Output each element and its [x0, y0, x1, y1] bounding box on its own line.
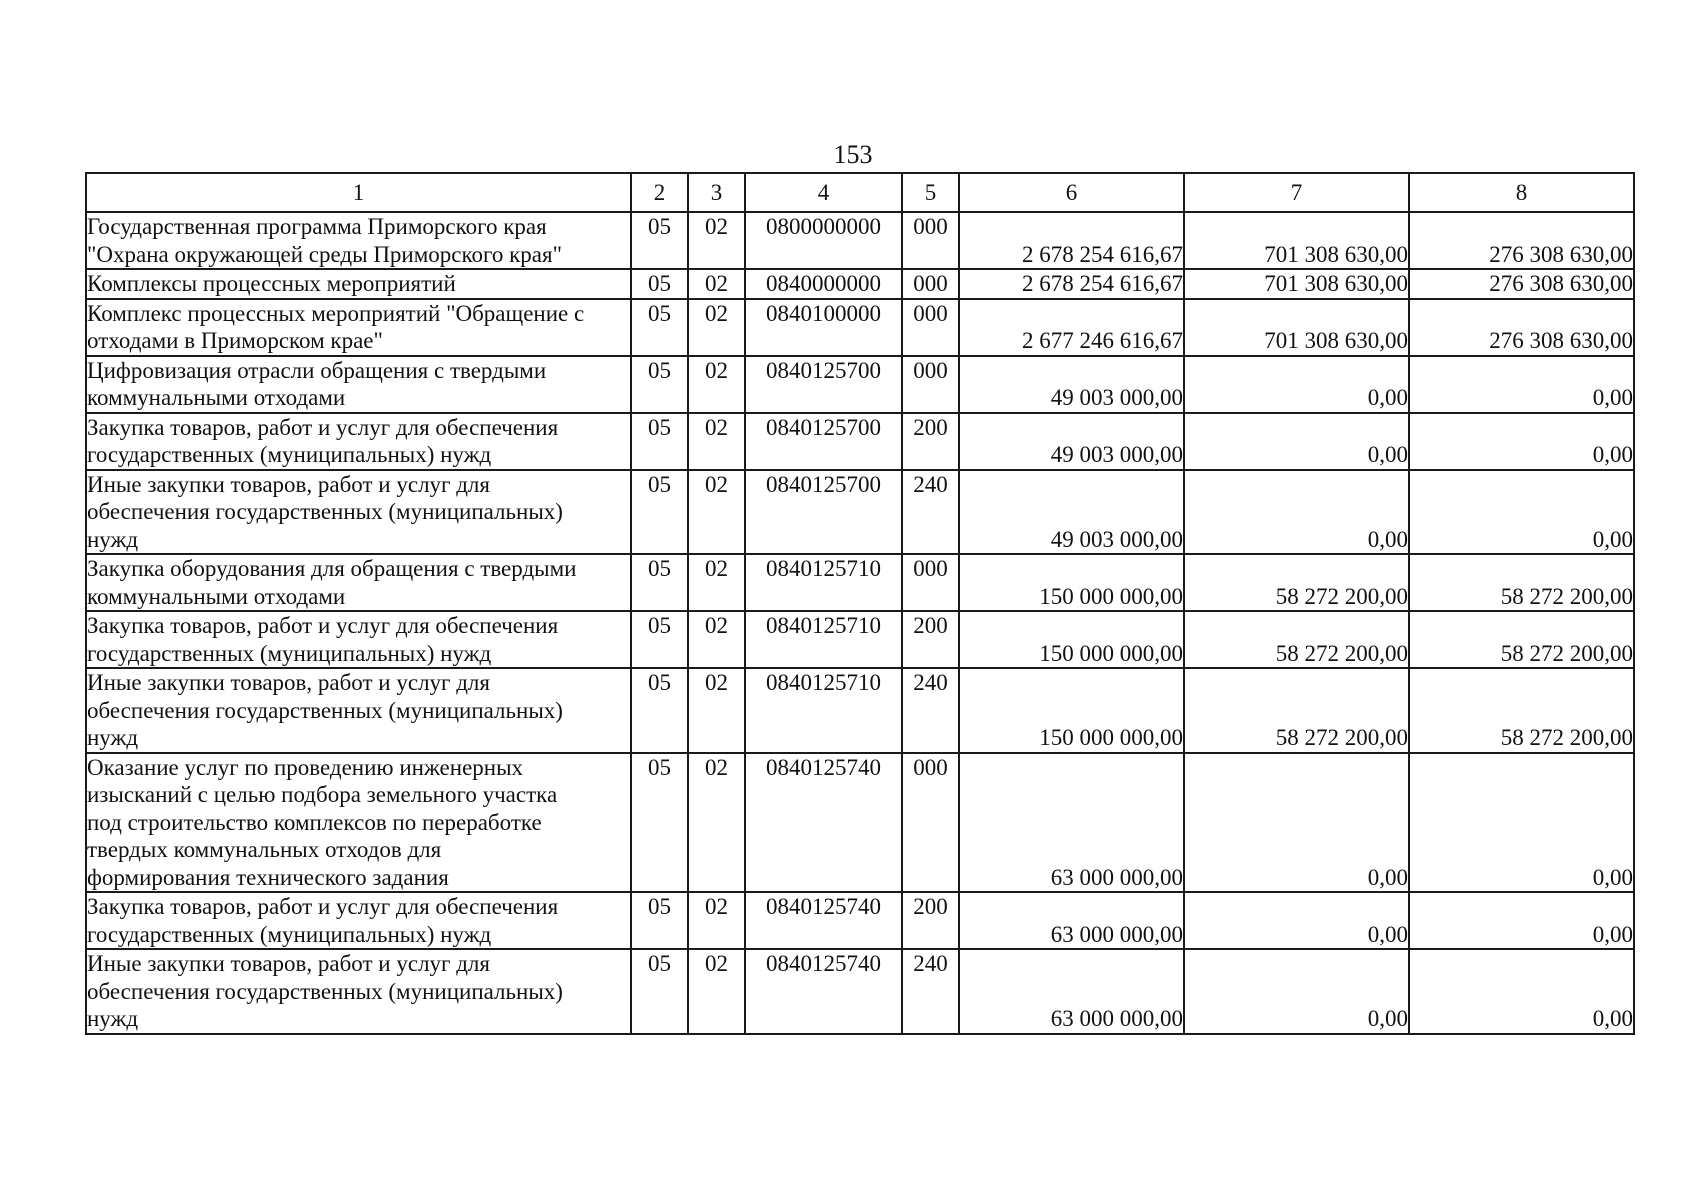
- expense-type-cell: 240: [902, 949, 959, 1034]
- expense-type-cell: 000: [902, 753, 959, 893]
- column-header-8: 8: [1409, 173, 1634, 212]
- column-header-3: 3: [688, 173, 745, 212]
- section-code-cell: 05: [631, 212, 688, 269]
- expense-type-cell: 000: [902, 269, 959, 299]
- subsection-code-cell: 02: [688, 949, 745, 1034]
- amount-col7-cell: 701 308 630,00: [1184, 269, 1409, 299]
- amount-col6-cell: 63 000 000,00: [959, 753, 1184, 893]
- target-article-cell: 0840125740: [745, 753, 902, 893]
- table-row: [86, 611, 1634, 668]
- table-row: [86, 299, 1634, 356]
- amount-col8-cell: 58 272 200,00: [1409, 554, 1634, 611]
- target-article-cell: 0840125710: [745, 668, 902, 753]
- expense-type-cell: 000: [902, 356, 959, 413]
- row-name-cell: Комплекс процессных мероприятий "Обращение с отходами в Приморском крае": [86, 299, 631, 356]
- amount-col6-cell: 150 000 000,00: [959, 611, 1184, 668]
- amount-col8-cell: 0,00: [1409, 892, 1634, 949]
- row-name-cell: Государственная программа Приморского края "Охрана окружающей среды Приморского края": [86, 212, 631, 269]
- amount-col7-cell: 0,00: [1184, 949, 1409, 1034]
- amount-col7-cell: 0,00: [1184, 470, 1409, 555]
- table-row: [86, 753, 1634, 893]
- subsection-code-cell: 02: [688, 212, 745, 269]
- column-header-2: 2: [631, 173, 688, 212]
- amount-col7-cell: 0,00: [1184, 892, 1409, 949]
- subsection-code-cell: 02: [688, 892, 745, 949]
- amount-col6-cell: 150 000 000,00: [959, 554, 1184, 611]
- amount-col8-cell: 58 272 200,00: [1409, 668, 1634, 753]
- page-number: 153: [833, 140, 873, 169]
- row-name-cell: Иные закупки товаров, работ и услуг для обеспечения государственных (муниципальных) нужд: [86, 470, 631, 555]
- target-article-cell: 0840125700: [745, 356, 902, 413]
- section-code-cell: 05: [631, 949, 688, 1034]
- expense-type-cell: 240: [902, 668, 959, 753]
- target-article-cell: 0840125740: [745, 949, 902, 1034]
- expense-type-cell: 200: [902, 611, 959, 668]
- subsection-code-cell: 02: [688, 611, 745, 668]
- target-article-cell: 0840125710: [745, 554, 902, 611]
- row-name-cell: Закупка товаров, работ и услуг для обеспечения государственных (муниципальных) нужд: [86, 892, 631, 949]
- amount-col8-cell: 0,00: [1409, 470, 1634, 555]
- row-name-cell: Оказание услуг по проведению инженерных изысканий с целью подбора земельного участка под строительство комплексов по переработке твердых коммунальных отходов для формирования технического задания: [86, 753, 631, 893]
- table-row: [86, 554, 1634, 611]
- section-code-cell: 05: [631, 668, 688, 753]
- section-code-cell: 05: [631, 299, 688, 356]
- amount-col7-cell: 0,00: [1184, 413, 1409, 470]
- amount-col7-cell: 58 272 200,00: [1184, 611, 1409, 668]
- amount-col6-cell: 49 003 000,00: [959, 356, 1184, 413]
- table-row: [86, 356, 1634, 413]
- table-row: [86, 413, 1634, 470]
- table-row: [86, 892, 1634, 949]
- table-row: [86, 668, 1634, 753]
- amount-col7-cell: 58 272 200,00: [1184, 668, 1409, 753]
- header-row: [86, 173, 1634, 212]
- table-row: [86, 470, 1634, 555]
- target-article-cell: 0840125710: [745, 611, 902, 668]
- subsection-code-cell: 02: [688, 413, 745, 470]
- subsection-code-cell: 02: [688, 356, 745, 413]
- target-article-cell: 0840100000: [745, 299, 902, 356]
- amount-col8-cell: 0,00: [1409, 949, 1634, 1034]
- amount-col7-cell: 701 308 630,00: [1184, 212, 1409, 269]
- table-row: [86, 212, 1634, 269]
- expense-type-cell: 240: [902, 470, 959, 555]
- row-name-cell: Иные закупки товаров, работ и услуг для обеспечения государственных (муниципальных) нужд: [86, 668, 631, 753]
- section-code-cell: 05: [631, 554, 688, 611]
- subsection-code-cell: 02: [688, 753, 745, 893]
- subsection-code-cell: 02: [688, 668, 745, 753]
- amount-col8-cell: 0,00: [1409, 356, 1634, 413]
- target-article-cell: 0840125700: [745, 413, 902, 470]
- subsection-code-cell: 02: [688, 299, 745, 356]
- expense-type-cell: 000: [902, 299, 959, 356]
- table-body: [86, 212, 1634, 1034]
- row-name-cell: Цифровизация отрасли обращения с твердыми коммунальными отходами: [86, 356, 631, 413]
- amount-col8-cell: 0,00: [1409, 413, 1634, 470]
- row-name-cell: Закупка товаров, работ и услуг для обеспечения государственных (муниципальных) нужд: [86, 413, 631, 470]
- table-row: [86, 949, 1634, 1034]
- section-code-cell: 05: [631, 413, 688, 470]
- expense-type-cell: 200: [902, 413, 959, 470]
- amount-col6-cell: 2 678 254 616,67: [959, 269, 1184, 299]
- subsection-code-cell: 02: [688, 470, 745, 555]
- section-code-cell: 05: [631, 611, 688, 668]
- amount-col7-cell: 0,00: [1184, 356, 1409, 413]
- table-row: [86, 269, 1634, 299]
- section-code-cell: 05: [631, 892, 688, 949]
- amount-col6-cell: 150 000 000,00: [959, 668, 1184, 753]
- amount-col6-cell: 49 003 000,00: [959, 413, 1184, 470]
- column-header-5: 5: [902, 173, 959, 212]
- row-name-cell: Иные закупки товаров, работ и услуг для обеспечения государственных (муниципальных) нужд: [86, 949, 631, 1034]
- amount-col8-cell: 276 308 630,00: [1409, 269, 1634, 299]
- target-article-cell: 0800000000: [745, 212, 902, 269]
- expense-type-cell: 000: [902, 212, 959, 269]
- section-code-cell: 05: [631, 753, 688, 893]
- amount-col7-cell: 58 272 200,00: [1184, 554, 1409, 611]
- column-header-4: 4: [745, 173, 902, 212]
- row-name-cell: Закупка товаров, работ и услуг для обеспечения государственных (муниципальных) нужд: [86, 611, 631, 668]
- expense-type-cell: 000: [902, 554, 959, 611]
- target-article-cell: 0840125700: [745, 470, 902, 555]
- section-code-cell: 05: [631, 356, 688, 413]
- section-code-cell: 05: [631, 269, 688, 299]
- row-name-cell: Закупка оборудования для обращения с твердыми коммунальными отходами: [86, 554, 631, 611]
- column-header-1: 1: [86, 173, 631, 212]
- amount-col6-cell: 2 677 246 616,67: [959, 299, 1184, 356]
- amount-col8-cell: 0,00: [1409, 753, 1634, 893]
- target-article-cell: 0840000000: [745, 269, 902, 299]
- amount-col7-cell: 701 308 630,00: [1184, 299, 1409, 356]
- budget-table: [85, 172, 1635, 1035]
- amount-col8-cell: 276 308 630,00: [1409, 299, 1634, 356]
- subsection-code-cell: 02: [688, 554, 745, 611]
- amount-col8-cell: 276 308 630,00: [1409, 212, 1634, 269]
- amount-col8-cell: 58 272 200,00: [1409, 611, 1634, 668]
- expense-type-cell: 200: [902, 892, 959, 949]
- amount-col6-cell: 49 003 000,00: [959, 470, 1184, 555]
- row-name-cell: Комплексы процессных мероприятий: [86, 269, 631, 299]
- amount-col6-cell: 63 000 000,00: [959, 892, 1184, 949]
- target-article-cell: 0840125740: [745, 892, 902, 949]
- column-header-6: 6: [959, 173, 1184, 212]
- amount-col7-cell: 0,00: [1184, 753, 1409, 893]
- column-header-7: 7: [1184, 173, 1409, 212]
- amount-col6-cell: 2 678 254 616,67: [959, 212, 1184, 269]
- section-code-cell: 05: [631, 470, 688, 555]
- amount-col6-cell: 63 000 000,00: [959, 949, 1184, 1034]
- subsection-code-cell: 02: [688, 269, 745, 299]
